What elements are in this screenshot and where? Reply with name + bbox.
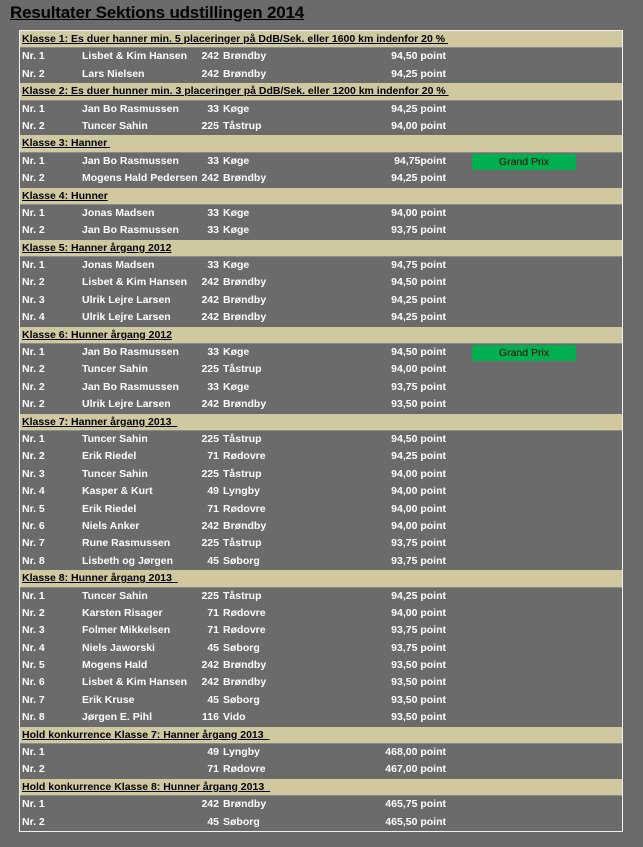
result-row bbox=[20, 344, 622, 361]
result-row bbox=[20, 518, 622, 535]
breeder-name: Jan Bo Rasmussen bbox=[82, 154, 179, 167]
club-cell bbox=[180, 344, 304, 361]
points-value: 94,00 point bbox=[391, 502, 446, 515]
class-header: Klasse 7: Hanner årgang 2013 bbox=[20, 414, 622, 431]
club-cell bbox=[180, 48, 304, 65]
result-row bbox=[20, 379, 622, 396]
club-name: Køge bbox=[223, 380, 250, 393]
breeder-name: Erik Riedel bbox=[82, 450, 137, 463]
result-row bbox=[20, 814, 622, 831]
result-row bbox=[20, 466, 622, 483]
club-cell bbox=[180, 257, 304, 274]
club-cell bbox=[180, 657, 304, 674]
rank-label: Nr. 3 bbox=[22, 293, 45, 306]
breeder-name: Jonas Madsen bbox=[82, 259, 155, 272]
rank-label: Nr. 7 bbox=[22, 693, 45, 706]
points-value: 94,00 point bbox=[391, 206, 446, 219]
club-cell bbox=[180, 101, 304, 118]
club-cell bbox=[180, 761, 304, 778]
points-value: 94,00 point bbox=[391, 467, 446, 480]
rank-label: Nr. 2 bbox=[22, 363, 45, 376]
rank-label: Nr. 2 bbox=[22, 380, 45, 393]
result-row bbox=[20, 640, 622, 657]
class-header: Klasse 2: Es duer hunner min. 3 placeringer på DdB/Sek. eller 1200 km indenfor 20 % bbox=[20, 83, 622, 100]
result-row bbox=[20, 257, 622, 274]
result-row bbox=[20, 448, 622, 465]
result-row bbox=[20, 170, 622, 187]
club-number: 242 bbox=[201, 293, 219, 306]
points-value: 94,00 point bbox=[391, 606, 446, 619]
club-number: 33 bbox=[207, 346, 219, 359]
breeder-name: Jan Bo Rasmussen bbox=[82, 346, 179, 359]
club-number: 242 bbox=[201, 398, 219, 411]
rank-label: Nr. 2 bbox=[22, 276, 45, 289]
club-name: Tåstrup bbox=[223, 537, 262, 550]
points-value: 93,50 point bbox=[391, 659, 446, 672]
breeder-name: Tuncer Sahin bbox=[82, 432, 148, 445]
club-name: Brøndby bbox=[223, 798, 267, 811]
result-row bbox=[20, 796, 622, 813]
breeder-name: Erik Kruse bbox=[82, 693, 135, 706]
points-value: 467,00 point bbox=[385, 763, 446, 776]
points-value: 94,25 point bbox=[391, 67, 446, 80]
club-name: Brøndby bbox=[223, 519, 267, 532]
club-cell bbox=[180, 692, 304, 709]
club-number: 33 bbox=[207, 224, 219, 237]
club-name: Brøndby bbox=[223, 293, 267, 306]
club-name: Brøndby bbox=[223, 398, 267, 411]
rank-label: Nr. 4 bbox=[22, 311, 45, 324]
club-number: 225 bbox=[201, 119, 219, 132]
breeder-name: Lisbet & Kim Hansen bbox=[82, 676, 188, 689]
rank-label: Nr. 2 bbox=[22, 398, 45, 411]
class-header: Klasse 6: Hunner årgang 2012 bbox=[20, 327, 622, 344]
club-number: 49 bbox=[207, 746, 219, 759]
club-number: 45 bbox=[207, 641, 219, 654]
rank-label: Nr. 6 bbox=[22, 676, 45, 689]
club-cell bbox=[180, 588, 304, 605]
breeder-name: Niels Jaworski bbox=[82, 641, 155, 654]
breeder-name: Jan Bo Rasmussen bbox=[82, 380, 179, 393]
breeder-name: Tuncer Sahin bbox=[82, 119, 148, 132]
club-number: 242 bbox=[201, 798, 219, 811]
rank-label: Nr. 1 bbox=[22, 259, 45, 272]
rank-label: Nr. 2 bbox=[22, 224, 45, 237]
points-value: 94,25 point bbox=[391, 311, 446, 324]
club-cell bbox=[180, 396, 304, 413]
rank-label: Nr. 3 bbox=[22, 467, 45, 480]
club-number: 33 bbox=[207, 259, 219, 272]
club-name: Søborg bbox=[223, 554, 260, 567]
points-value: 94,00 point bbox=[391, 519, 446, 532]
rank-label: Nr. 8 bbox=[22, 711, 45, 724]
club-name: Rødovre bbox=[223, 763, 266, 776]
class-header: Hold konkurrence Klasse 8: Hunner årgang 2013 bbox=[20, 779, 622, 796]
class-header: Klasse 3: Hanner bbox=[20, 135, 622, 152]
breeder-name: Ulrik Lejre Larsen bbox=[82, 311, 171, 324]
results-table bbox=[19, 30, 623, 832]
rank-label: Nr. 5 bbox=[22, 659, 45, 672]
breeder-name: Ulrik Lejre Larsen bbox=[82, 293, 171, 306]
rank-label: Nr. 4 bbox=[22, 485, 45, 498]
rank-label: Nr. 1 bbox=[22, 346, 45, 359]
club-name: Søborg bbox=[223, 815, 260, 828]
points-value: 93,75 point bbox=[391, 537, 446, 550]
club-cell bbox=[180, 501, 304, 518]
club-cell bbox=[180, 640, 304, 657]
club-cell bbox=[180, 796, 304, 813]
result-row bbox=[20, 274, 622, 291]
club-cell bbox=[180, 222, 304, 239]
result-row bbox=[20, 501, 622, 518]
club-name: Lyngby bbox=[223, 746, 260, 759]
points-value: 93,75 point bbox=[391, 554, 446, 567]
breeder-name: Mogens Hald bbox=[82, 659, 148, 672]
breeder-name: Ulrik Lejre Larsen bbox=[82, 398, 171, 411]
rank-label: Nr. 1 bbox=[22, 746, 45, 759]
rank-label: Nr. 2 bbox=[22, 763, 45, 776]
result-row bbox=[20, 535, 622, 552]
points-value: 93,50 point bbox=[391, 711, 446, 724]
club-number: 242 bbox=[201, 659, 219, 672]
club-name: Brøndby bbox=[223, 67, 267, 80]
points-value: 94,25 point bbox=[391, 293, 446, 306]
club-cell bbox=[180, 535, 304, 552]
club-name: Brøndby bbox=[223, 276, 267, 289]
club-name: Køge bbox=[223, 259, 250, 272]
club-name: Brøndby bbox=[223, 659, 267, 672]
club-name: Søborg bbox=[223, 641, 260, 654]
club-number: 33 bbox=[207, 102, 219, 115]
club-number: 242 bbox=[201, 519, 219, 532]
breeder-name: Tuncer Sahin bbox=[82, 467, 148, 480]
club-number: 242 bbox=[201, 172, 219, 185]
club-name: Brøndby bbox=[223, 676, 267, 689]
club-cell bbox=[180, 674, 304, 691]
club-name: Brøndby bbox=[223, 311, 267, 324]
result-row bbox=[20, 66, 622, 83]
points-value: 94,50 point bbox=[391, 276, 446, 289]
club-number: 71 bbox=[207, 624, 219, 637]
club-name: Køge bbox=[223, 346, 250, 359]
class-header: Klasse 8: Hunner årgang 2013 bbox=[20, 570, 622, 587]
club-cell bbox=[180, 379, 304, 396]
points-value: 465,75 point bbox=[385, 798, 446, 811]
page-title: Resultater Sektions udstillingen 2014 bbox=[10, 3, 304, 22]
club-cell bbox=[180, 431, 304, 448]
club-name: Brøndby bbox=[223, 172, 267, 185]
club-number: 242 bbox=[201, 676, 219, 689]
grand-prix-badge: Grand Prix bbox=[472, 154, 576, 170]
club-name: Brøndby bbox=[223, 50, 267, 63]
club-number: 242 bbox=[201, 311, 219, 324]
club-cell bbox=[180, 205, 304, 222]
club-number: 71 bbox=[207, 606, 219, 619]
points-value: 465,50 point bbox=[385, 815, 446, 828]
club-name: Rødovre bbox=[223, 624, 266, 637]
rank-label: Nr. 1 bbox=[22, 206, 45, 219]
rank-label: Nr. 2 bbox=[22, 450, 45, 463]
club-cell bbox=[180, 709, 304, 726]
rank-label: Nr. 1 bbox=[22, 50, 45, 63]
result-row bbox=[20, 153, 622, 170]
points-value: 94,75point bbox=[394, 154, 446, 167]
club-cell bbox=[180, 448, 304, 465]
points-value: 94,25 point bbox=[391, 102, 446, 115]
class-header: Klasse 4: Hunner bbox=[20, 188, 622, 205]
rank-label: Nr. 2 bbox=[22, 67, 45, 80]
club-name: Tåstrup bbox=[223, 432, 262, 445]
breeder-name: Lisbeth og Jørgen bbox=[82, 554, 174, 567]
club-name: Tåstrup bbox=[223, 467, 262, 480]
club-cell bbox=[180, 622, 304, 639]
points-value: 94,00 point bbox=[391, 363, 446, 376]
club-name: Køge bbox=[223, 154, 250, 167]
result-row bbox=[20, 396, 622, 413]
club-name: Køge bbox=[223, 102, 250, 115]
points-value: 94,25 point bbox=[391, 589, 446, 602]
club-cell bbox=[180, 153, 304, 170]
points-value: 94,50 point bbox=[391, 346, 446, 359]
club-name: Lyngby bbox=[223, 485, 260, 498]
club-number: 116 bbox=[202, 711, 219, 724]
result-row bbox=[20, 588, 622, 605]
class-header: Klasse 5: Hanner årgang 2012 bbox=[20, 240, 622, 257]
club-number: 71 bbox=[207, 502, 219, 515]
club-number: 45 bbox=[207, 815, 219, 828]
club-number: 225 bbox=[201, 363, 219, 376]
club-number: 45 bbox=[207, 693, 219, 706]
club-name: Rødovre bbox=[223, 606, 266, 619]
club-number: 242 bbox=[201, 50, 219, 63]
club-number: 225 bbox=[201, 589, 219, 602]
breeder-name: Jan Bo Rasmussen bbox=[82, 224, 179, 237]
rank-label: Nr. 1 bbox=[22, 432, 45, 445]
breeder-name: Lars Nielsen bbox=[82, 67, 145, 80]
club-name: Køge bbox=[223, 206, 250, 219]
club-cell bbox=[180, 170, 304, 187]
rank-label: Nr. 1 bbox=[22, 589, 45, 602]
rank-label: Nr. 6 bbox=[22, 519, 45, 532]
club-name: Rødovre bbox=[223, 450, 266, 463]
result-row bbox=[20, 292, 622, 309]
rank-label: Nr. 2 bbox=[22, 172, 45, 185]
result-row bbox=[20, 118, 622, 135]
points-value: 468,00 point bbox=[385, 746, 446, 759]
club-cell bbox=[180, 274, 304, 291]
breeder-name: Niels Anker bbox=[82, 519, 140, 532]
rank-label: Nr. 3 bbox=[22, 624, 45, 637]
points-value: 93,75 point bbox=[391, 624, 446, 637]
result-row bbox=[20, 709, 622, 726]
rank-label: Nr. 2 bbox=[22, 815, 45, 828]
points-value: 93,75 point bbox=[391, 224, 446, 237]
club-cell bbox=[180, 309, 304, 326]
class-header: Klasse 1: Es duer hanner min. 5 placeringer på DdB/Sek. eller 1600 km indenfor 20 % bbox=[20, 31, 622, 48]
result-row bbox=[20, 222, 622, 239]
club-name: Rødovre bbox=[223, 502, 266, 515]
rank-label: Nr. 1 bbox=[22, 798, 45, 811]
club-cell bbox=[180, 118, 304, 135]
club-name: Søborg bbox=[223, 693, 260, 706]
club-cell bbox=[180, 605, 304, 622]
club-cell bbox=[180, 66, 304, 83]
points-value: 94,75 point bbox=[391, 259, 446, 272]
grand-prix-badge: Grand Prix bbox=[472, 345, 576, 361]
club-number: 45 bbox=[207, 554, 219, 567]
club-cell bbox=[180, 292, 304, 309]
breeder-name: Lisbet & Kim Hansen bbox=[82, 276, 188, 289]
points-value: 93,50 point bbox=[391, 676, 446, 689]
result-row bbox=[20, 605, 622, 622]
breeder-name: Jan Bo Rasmussen bbox=[82, 102, 179, 115]
breeder-name: Kasper & Kurt bbox=[82, 485, 153, 498]
breeder-name: Jørgen E. Pihl bbox=[82, 711, 153, 724]
club-number: 71 bbox=[207, 450, 219, 463]
breeder-name: Tuncer Sahin bbox=[82, 363, 148, 376]
rank-label: Nr. 1 bbox=[22, 154, 45, 167]
points-value: 94,50 point bbox=[391, 50, 446, 63]
result-row bbox=[20, 361, 622, 378]
result-row bbox=[20, 622, 622, 639]
club-number: 242 bbox=[201, 67, 219, 80]
result-row bbox=[20, 483, 622, 500]
breeder-name: Mogens Hald Pedersen bbox=[82, 172, 198, 185]
club-name: Tåstrup bbox=[223, 363, 262, 376]
club-cell bbox=[180, 814, 304, 831]
points-value: 93,75 point bbox=[391, 380, 446, 393]
points-value: 94,50 point bbox=[391, 432, 446, 445]
result-row bbox=[20, 553, 622, 570]
club-number: 71 bbox=[207, 763, 219, 776]
result-row bbox=[20, 205, 622, 222]
result-row bbox=[20, 657, 622, 674]
club-number: 33 bbox=[207, 380, 219, 393]
club-number: 242 bbox=[201, 276, 219, 289]
result-row bbox=[20, 48, 622, 65]
result-row bbox=[20, 101, 622, 118]
class-header: Hold konkurrence Klasse 7: Hanner årgang 2013 bbox=[20, 727, 622, 744]
rank-label: Nr. 7 bbox=[22, 537, 45, 550]
club-number: 225 bbox=[201, 537, 219, 550]
club-cell bbox=[180, 553, 304, 570]
points-value: 93,50 point bbox=[391, 693, 446, 706]
club-name: Tåstrup bbox=[223, 589, 262, 602]
result-row bbox=[20, 431, 622, 448]
rank-label: Nr. 8 bbox=[22, 554, 45, 567]
breeder-name: Tuncer Sahin bbox=[82, 589, 148, 602]
club-number: 33 bbox=[207, 154, 219, 167]
club-name: Køge bbox=[223, 224, 250, 237]
result-row bbox=[20, 309, 622, 326]
points-value: 93,50 point bbox=[391, 398, 446, 411]
rank-label: Nr. 2 bbox=[22, 606, 45, 619]
club-cell bbox=[180, 744, 304, 761]
rank-label: Nr. 4 bbox=[22, 641, 45, 654]
club-name: Tåstrup bbox=[223, 119, 262, 132]
points-value: 94,25 point bbox=[391, 172, 446, 185]
breeder-name: Jonas Madsen bbox=[82, 206, 155, 219]
club-cell bbox=[180, 466, 304, 483]
result-row bbox=[20, 674, 622, 691]
rank-label: Nr. 2 bbox=[22, 119, 45, 132]
points-value: 94,00 point bbox=[391, 485, 446, 498]
result-row bbox=[20, 692, 622, 709]
club-cell bbox=[180, 483, 304, 500]
breeder-name: Erik Riedel bbox=[82, 502, 137, 515]
points-value: 94,00 point bbox=[391, 119, 446, 132]
breeder-name: Folmer Mikkelsen bbox=[82, 624, 171, 637]
points-value: 94,25 point bbox=[391, 450, 446, 463]
points-value: 93,75 point bbox=[391, 641, 446, 654]
club-number: 225 bbox=[201, 467, 219, 480]
club-cell bbox=[180, 518, 304, 535]
result-row bbox=[20, 761, 622, 778]
club-name: Vido bbox=[223, 711, 246, 724]
club-number: 225 bbox=[201, 432, 219, 445]
club-cell bbox=[180, 361, 304, 378]
breeder-name: Karsten Risager bbox=[82, 606, 163, 619]
club-number: 49 bbox=[207, 485, 219, 498]
rank-label: Nr. 1 bbox=[22, 102, 45, 115]
result-row bbox=[20, 744, 622, 761]
breeder-name: Lisbet & Kim Hansen bbox=[82, 50, 188, 63]
club-number: 33 bbox=[207, 206, 219, 219]
rank-label: Nr. 5 bbox=[22, 502, 45, 515]
breeder-name: Rune Rasmussen bbox=[82, 537, 171, 550]
